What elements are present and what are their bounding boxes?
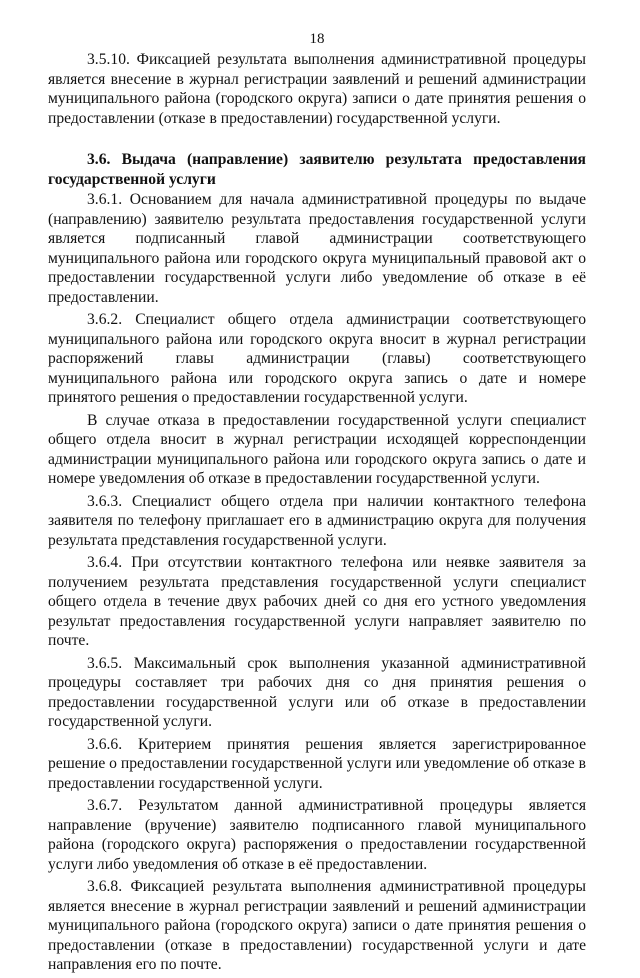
- paragraph-3-6-6: 3.6.6. Критерием принятия решения является зарегистрированное решение о предоставлении государственной услуги или уведомление об отказе в предоставлении государственной услуги.: [48, 735, 586, 792]
- paragraph-3-6-2: 3.6.2. Специалист общего отдела администрации соответствующего муниципального района или городского округа вносит в журнал регистрации распоряжений главы администрации (главы) соответствующего муниципального района или городского округа запись о дате и номере принятого решения о предоставлении государственной услуги.: [48, 311, 586, 406]
- paragraph-refusal-case: В случае отказа в предоставлении государственной услуги специалист общего отдела вносит в журнал регистрации исходящей корреспонденции администрации муниципального района или городского округа запись о дате и номере уведомления об отказе в предоставлении государственной услуги.: [48, 411, 586, 487]
- document-page: [48, 30, 586, 978]
- paragraph-3-6-7: 3.6.7. Результатом данной административной процедуры является направление (вручение) заявителю подписанного главой муниципального района (городского округа) распоряжения о предоставлении государственной услуги либо уведомления об отказе в её предоставлении.: [48, 797, 586, 873]
- paragraph-3-6-4: 3.6.4. При отсутствии контактного телефона или неявке заявителя за получением результата представления государственной услуги специалист общего отдела в течение двух рабочих дней со дня его устного уведомления результат предоставления государственной услуги направляет заявителю по почте.: [48, 554, 586, 649]
- paragraph-3-6-5: 3.6.5. Максимальный срок выполнения указанной административной процедуры составляет три рабочих дня со дня принятия решения о предоставлении государственной услуги или об отказе в предоставлении государственной услуги.: [48, 654, 586, 730]
- paragraph-3-6-3: 3.6.3. Специалист общего отдела при наличии контактного телефона заявителя по телефону приглашает его в администрацию округа для получения результата представления государственной услуги.: [48, 492, 586, 549]
- paragraph-3-6-1: 3.6.1. Основанием для начала административной процедуры по выдаче (направлению) заявителю результата предоставления государственной услуги является подписанный главой администрации соответствующего муниципального района или городского округа муниципальный правовой акт о предоставлении государственной услуги либо уведомление об отказе в её предоставлении.: [48, 191, 586, 306]
- paragraph-3-5-10: 3.5.10. Фиксацией результата выполнения административной процедуры является внесение в журнал регистрации заявлений и решений администрации муниципального района (городского округа) записи о дате принятия решения о предоставлении (отказе в предоставлении) государственной услуги.: [48, 51, 586, 127]
- page-number: 18: [309, 31, 325, 47]
- section-heading-3-6: 3.6. Выдача (направление) заявителю результата предоставления государственной услуги: [48, 151, 586, 188]
- paragraph-3-6-8: 3.6.8. Фиксацией результата выполнения административной процедуры является внесение в журнал регистрации заявлений и решений администрации муниципального района (городского округа) записи о дате принятия решения о предоставлении (отказе в предоставлении) государственной услуги и дате направления его по почте.: [48, 878, 586, 973]
